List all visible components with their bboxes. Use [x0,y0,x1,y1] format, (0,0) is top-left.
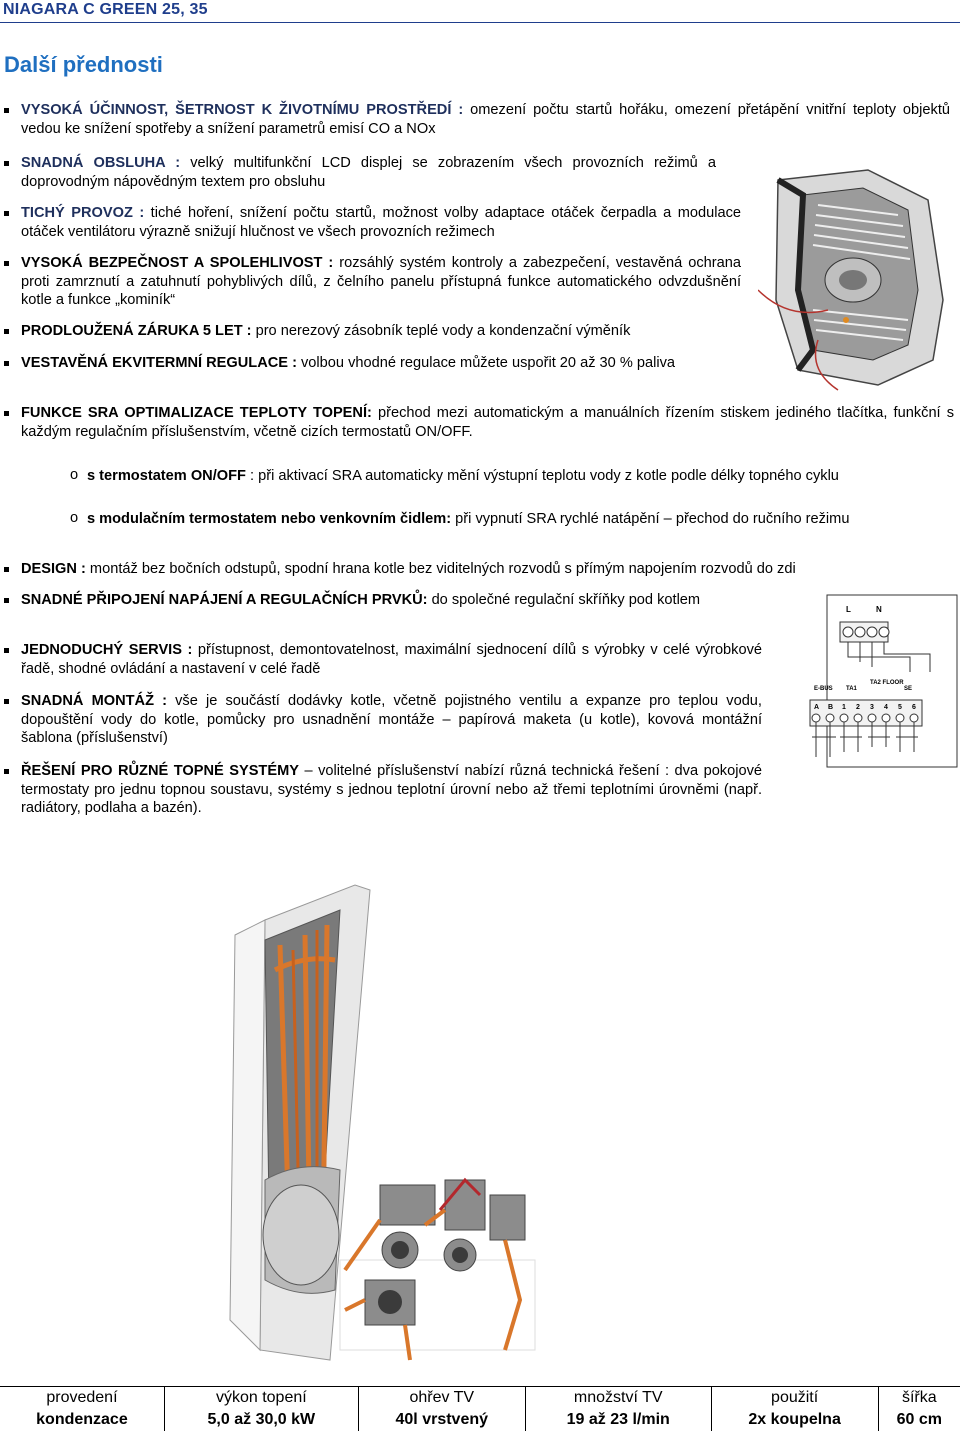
bullet-icon [4,361,9,366]
page-header [0,0,960,22]
bullet-icon [4,699,9,704]
heat-exchanger-illustration [758,160,958,400]
group-ebus: E-BUS [814,686,833,692]
feature-text: volbou vhodné regulace můžete uspořit 20 až 30 % paliva [296,355,676,371]
feature-text: přístupnost, demontovatelnost, maximální sjednocení dílů s výrobky v celé výrobkové řadě, shodné ovládání a nastavení v celé řadě [21,642,762,677]
feature-text: rozsáhlý systém kontroly a zabezpečení, vestavěná ochrana proti zamrznutí a zatuhnutí pohyblivých dílů, z čelního panelu přístupná funkce automatického odvzdušnění kotle a funkce „kominík“ [21,255,741,308]
feature-text: pro nerezový zásobník teplé vody a kondenzační výměník [251,323,631,339]
feature-title: FUNKCE SRA OPTIMALIZACE TEPLOTY TOPENÍ: [21,405,372,421]
terminal-a: A [814,704,820,711]
feature-text: velký multifunkční LCD displej se zobrazením všech provozních režimů a doprovodným nápovědným textem pro obsluhu [21,155,717,190]
bullet-icon [4,108,9,113]
group-ta1: TA1 [846,686,857,692]
spec-header-row [0,1387,960,1410]
bullet-icon [4,598,9,603]
terminal-1: 1 [842,704,846,711]
feature-title: VYSOKÁ ÚČINNOST, ŠETRNOST K ŽIVOTNÍMU PROSTŘEDÍ : [21,102,464,118]
bullet-icon [4,261,9,266]
section-title: Další přednosti [4,52,163,77]
feature-title: JEDNODUCHÝ SERVIS : [21,642,193,658]
boiler-cutaway-illustration [205,880,605,1370]
terminal-2: 2 [856,704,860,711]
sub-title: s modulačním termostatem nebo venkovním čidlem: [87,511,452,527]
feature-title: SNADNÉ PŘIPOJENÍ NAPÁJENÍ A REGULAČNÍCH PRVKŮ: [21,592,428,608]
spec-value: 60 cm [878,1409,960,1431]
terminal-4: 4 [884,704,888,711]
spec-value: 5,0 až 30,0 kW [164,1409,358,1431]
terminal-3: 3 [870,704,874,711]
sub-title: s termostatem ON/OFF [87,468,246,484]
bullet-icon [4,329,9,334]
sub-text: při vypnutí SRA rychlé natápění – přechod do ručního režimu [451,511,850,527]
group-ta2: TA2 FLOOR [870,680,904,686]
label-l: L [846,605,851,614]
feature-text: vše je součástí dodávky kotle, včetně pojistného ventilu a expanze pro teplou vodu, dopouštění vody do kotle, pomůcky pro usnadnění montáže – papírová maketa (u kotle), kovová montážní šablona (příslušenství) [21,693,762,746]
sub-bullet: o [70,467,79,483]
spec-value: 19 až 23 l/min [525,1409,711,1431]
sub-text: : při aktivací SRA automaticky mění výstupní teplotu vody z kotle podle délky topného cyklu [245,468,839,484]
wiring-diagram [800,592,960,770]
feature-title: SNADNÁ OBSLUHA : [21,155,181,171]
feature-text: – volitelné příslušenství nabízí různá technická řešení : dva pokojové termostaty pro jednu topnou soustavu, systémy s jednou teplotní úrovní nebo až třemi teplotními úrovněmi (např. radiátory, podlaha a bazén). [21,763,762,816]
feature-title: SNADNÁ MONTÁŽ : [21,693,167,709]
feature-title: DESIGN : [21,561,86,577]
bullet-icon [4,211,9,216]
product-title: NIAGARA C GREEN 25, 35 [3,1,208,18]
feature-title: VESTAVĚNÁ EKVITERMNÍ REGULACE : [21,355,297,371]
feature-title: PRODLOUŽENÁ ZÁRUKA 5 LET : [21,323,252,339]
spec-header: ohřev TV [358,1387,525,1410]
terminal-5: 5 [898,704,902,711]
bullet-icon [4,769,9,774]
spec-header: šířka [878,1387,960,1410]
spec-value: kondenzace [36,1411,128,1428]
bullet-icon [4,648,9,653]
spec-header: provedení [0,1387,164,1410]
feature-text: omezení počtu startů hořáku, omezení přetápění vnitřní teploty objektů vedou ke snížení spotřeby a snížení parametrů emisí CO a NOx [21,102,950,137]
feature-text: do společné regulační skříňky pod kotlem [427,592,701,608]
spec-value: 40l vrstvený [358,1409,525,1431]
feature-text: přechod mezi automatickým a manuálních řízením stiskem jediného tlačítka, funkční s každým regulačním příslušenstvím, včetně cizích termostatů ON/OFF. [21,405,955,440]
spec-header: množství TV [525,1387,711,1410]
feature-title: ŘEŠENÍ PRO RŮZNÉ TOPNÉ SYSTÉMY [21,763,299,779]
bullet-icon [4,567,9,572]
spec-header: výkon topení [164,1387,358,1410]
terminal-b: B [828,704,834,711]
spec-header: použití [711,1387,878,1410]
feature-text: montáž bez bočních odstupů, spodní hrana kotle bez viditelných rozvodů s přímým napojením rozvodů do zdi [85,561,796,577]
spec-value: 2x koupelna [711,1409,878,1431]
bullet-icon [4,411,9,416]
label-n: N [876,605,882,614]
spec-table [0,1386,960,1431]
feature-text: tiché hoření, snížení počtu startů, možnost volby adaptace otáček čerpadla a modulace otáček ventilátoru výrazně snižují hlučnost ve všech provozních režimech [21,205,741,240]
sub-bullet: o [70,510,79,526]
terminal-6: 6 [912,704,916,711]
header-rule [0,22,960,23]
feature-title: TICHÝ PROVOZ : [21,205,145,221]
group-se: SE [904,686,913,692]
bullet-icon [4,161,9,166]
feature-title: VYSOKÁ BEZPEČNOST A SPOLEHLIVOST : [21,255,334,271]
spec-value-row [0,1409,960,1431]
